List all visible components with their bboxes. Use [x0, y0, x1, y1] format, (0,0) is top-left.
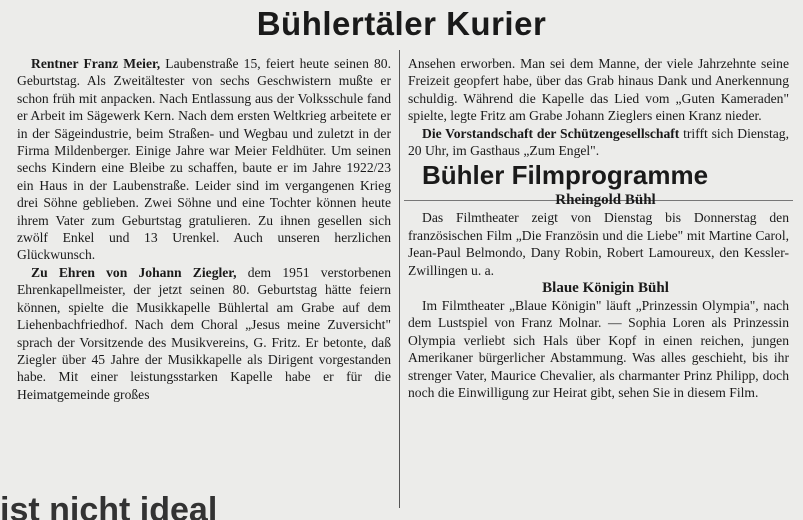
- right-column: [408, 55, 789, 402]
- column-divider: [399, 50, 400, 508]
- section-title-film: Bühler Filmprogramme: [422, 160, 709, 191]
- article-ziegler-continued: Ansehen erworben. Man sei dem Manne, der viele Jahrzehnte seine Freizeit geopfert habe, über das Grab hinaus Dank und Anerkennung schuldig. Während die Kapelle das Lied vom „Guten Kameraden" spielte, legte Fritz am Grabe Johann Zieglers einen Kranz nieder.: [408, 56, 789, 124]
- article-schuetzen-lead: Die Vorstandschaft der Schützengesellschaft: [422, 125, 680, 141]
- cinema-rheingold-text: Das Filmtheater zeigt von Dienstag bis Donnerstag den französischen Film „Die Französin und die Liebe" mit Martine Carol, Jean-Paul Belmondo, Dany Robin, Robert Lamoureux, den Kessler-Zwillingen u. a.: [408, 210, 789, 278]
- article-birthday-lead: Rentner Franz Meier,: [31, 56, 161, 71]
- article-schuetzen: [408, 125, 789, 160]
- article-birthday-text: Laubenstraße 15, feiert heute seinen 80. Geburtstag. Als Zweitältester von sechs Geschwistern mußte er schon früh mit anpacken. Nach Entlassung aus der Volksschule fand er Arbeit im Sägewerk Kern. Nach dem ersten Weltkrieg arbeitete er in der Sägeindustrie, beim Straßen- und Wegbau und zuletzt in der Firma Mildenberger. Einige Jahre war Meier Feldhüter. Um seinen sechs Kindern eine Bleibe zu schaffen, baute er im Jahre 1922/23 ein Haus in der Laubenstraße. Leider sind im vergangenen Krieg drei Söhne geblieben. Zwei Söhne und eine Tochter können heute ihrem Vater zum Geburtstag gratulieren. Zu ihnen gesellen sich zwölf Enkel und 13 Urenkel. Auch unseren herzlichen Glückwunsch.: [17, 56, 392, 263]
- cinema-blaue-koenigin-title: Blaue Königin Bühl: [542, 280, 669, 297]
- article-ziegler-lead: Zu Ehren von Johann Ziegler,: [31, 264, 237, 280]
- article-ziegler: [17, 264, 391, 403]
- article-ziegler-text: dem 1951 verstorbenen Ehrenkapellmeister, der jetzt seinen 80. Geburtstag hätte feiern können, spielte die Musikkapelle Bühlertal am Grabe auf dem Liehenbachfriedhof. Nach dem Choral „Jesus meine Zuversicht" sprach der Vorsitzende des Musikvereins, G. Fritz. Er betonte, daß Ziegler über 45 Jahre der Musikkapelle als Dirigent vorgestanden habe. Mit einer leistungsstarken Kapelle habe er für die Heimatgemeinde großes: [17, 264, 391, 402]
- article-schuetzen-text: trifft sich Dienstag, 20 Uhr, im Gasthaus „Zum Engel".: [408, 125, 789, 159]
- left-column: [17, 55, 391, 403]
- cut-off-headline: ist nicht ideal: [0, 491, 218, 520]
- cinema-rheingold-title: Rheingold Bühl: [555, 192, 656, 209]
- cinema-blaue-koenigin-text: Im Filmtheater „Blaue Königin" läuft „Prinzessin Olympia", nach dem Lustspiel von Franz Molnar. — Sophia Loren als Prinzessin Olympia verliebt sich Hals über Kopf in einen reichen, jungen Amerikaner bürgerlicher Abstammung. Was alles geschieht, bis ihr strenger Vater, Maurice Chevalier, als charmanter Prinz Philipp, doch noch die Einwilligung zur Heirat gibt, sehen Sie in diesem Film.: [408, 298, 789, 401]
- newspaper-masthead: Bühlertäler Kurier: [256, 5, 547, 42]
- article-birthday: [17, 55, 391, 264]
